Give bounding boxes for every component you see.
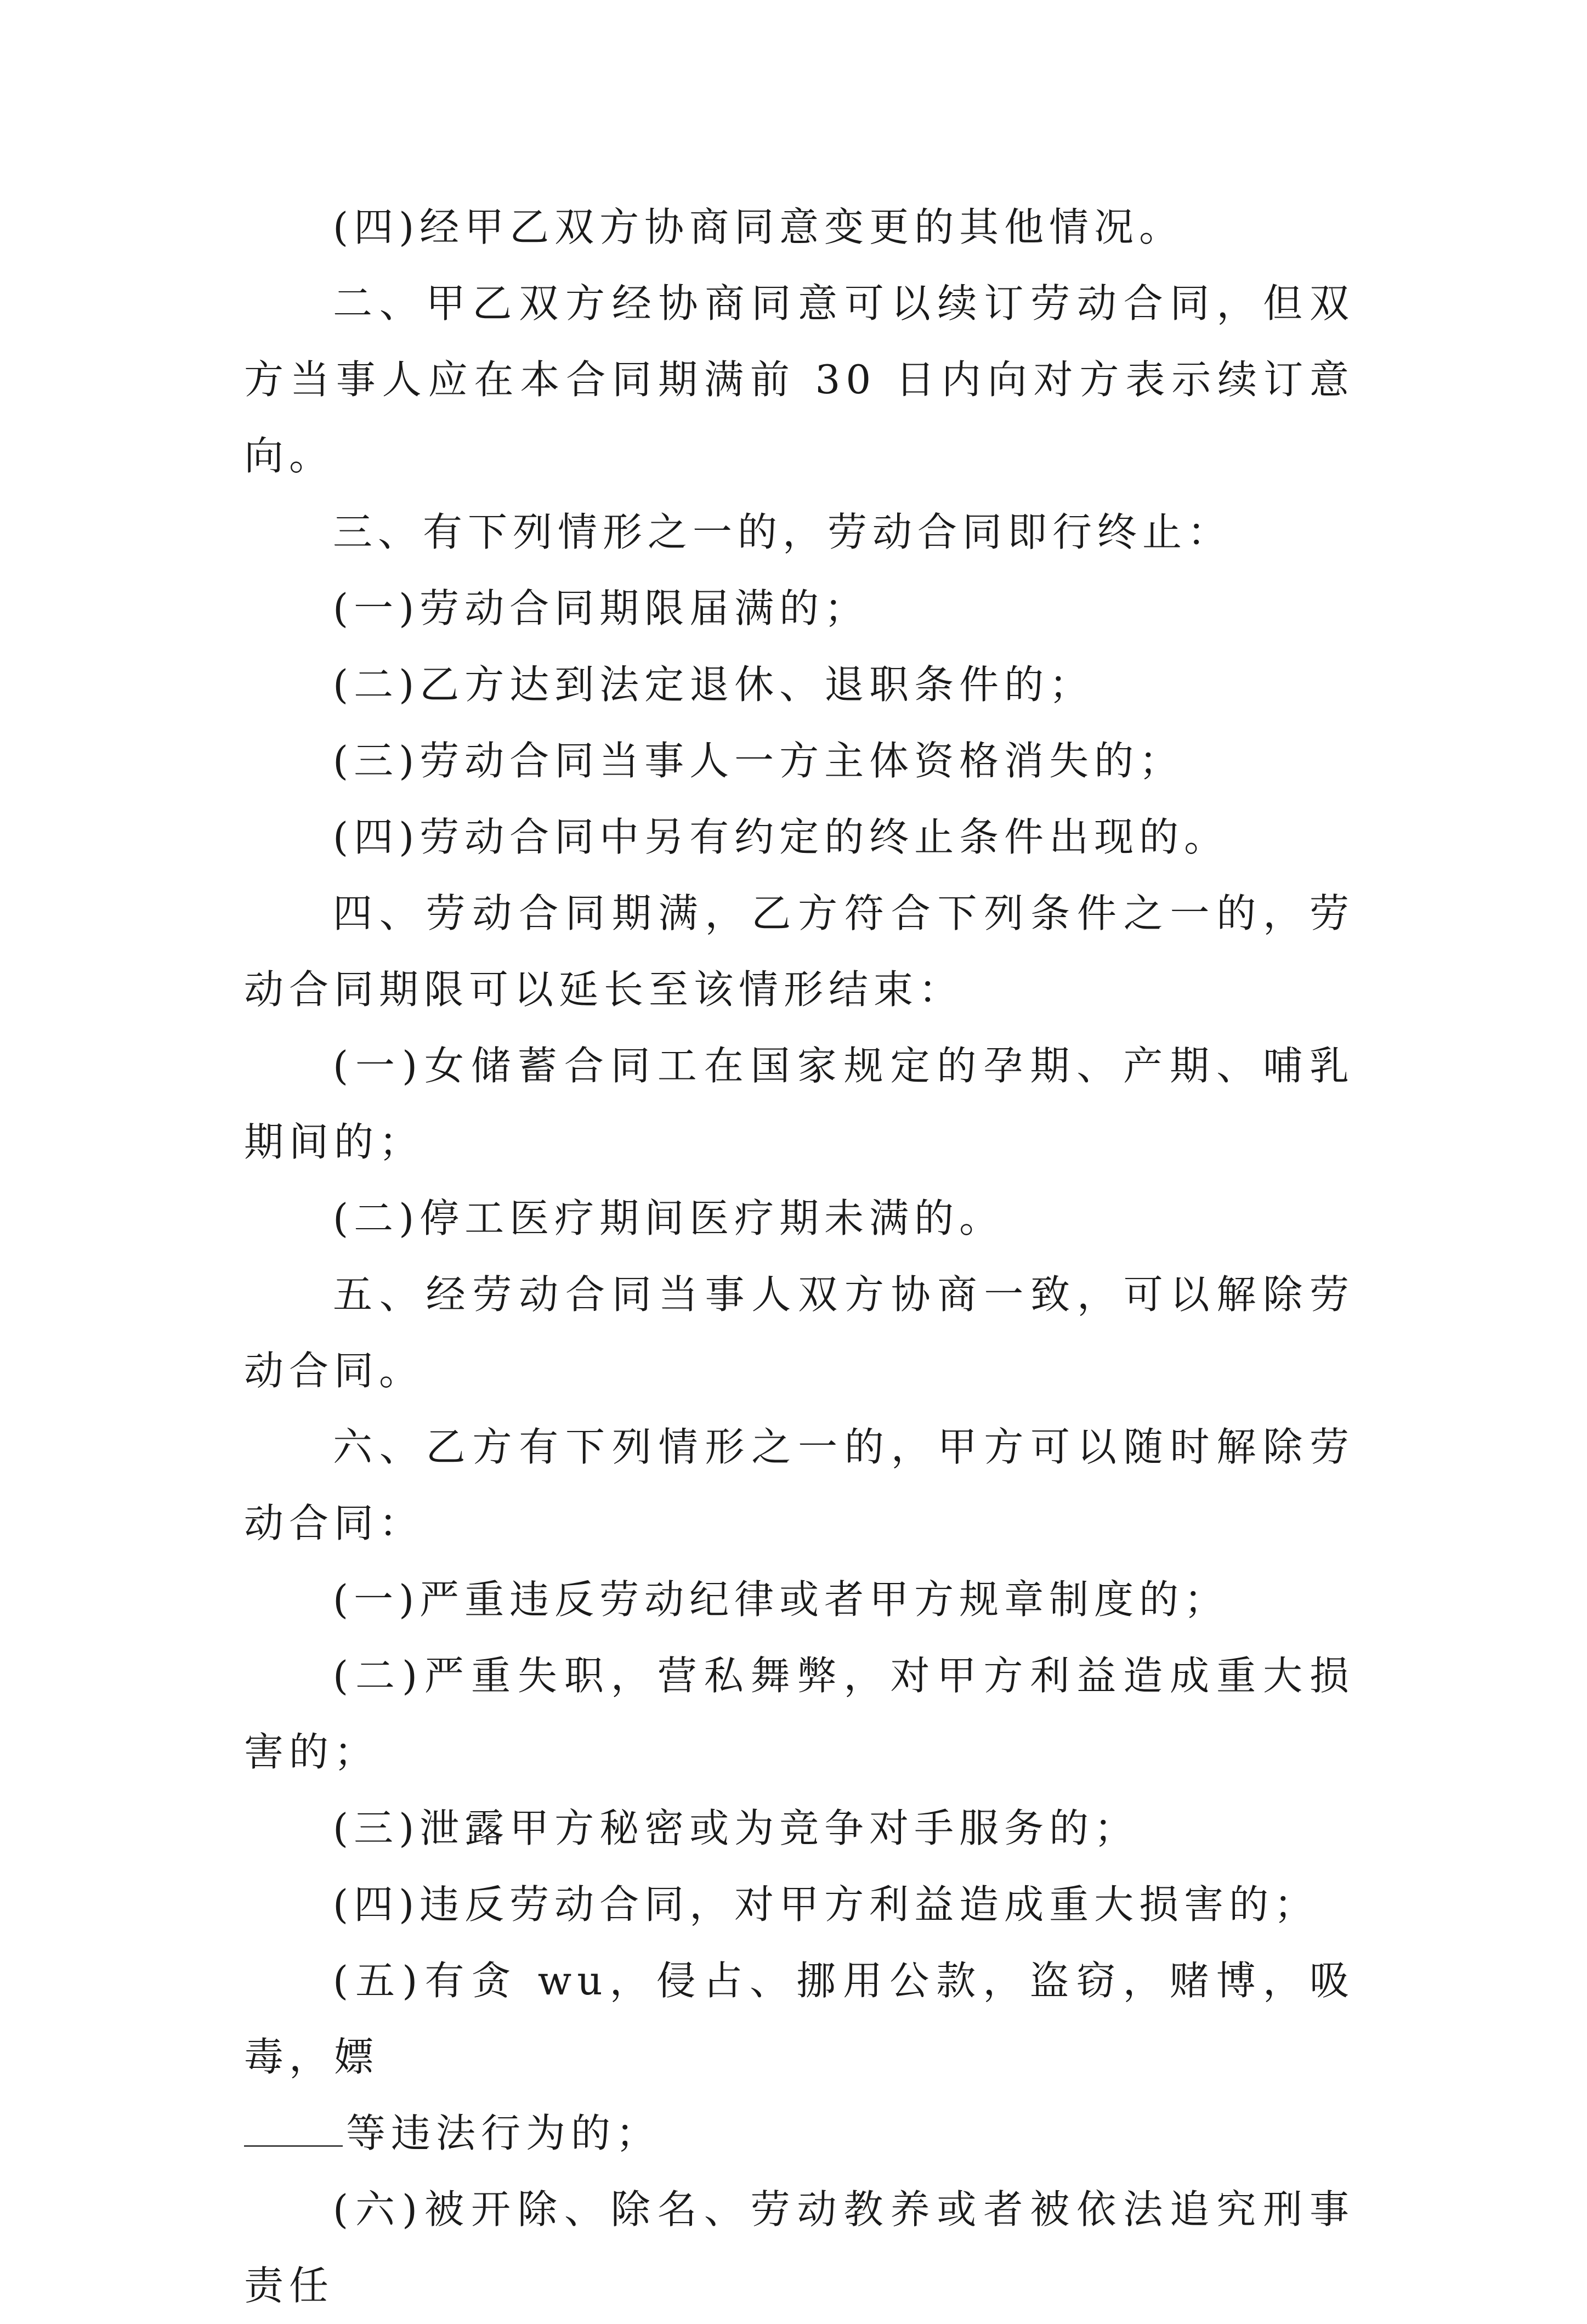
- paragraph: (二)停工医疗期间医疗期未满的。: [333, 1195, 1005, 1241]
- paragraph: 四、劳动合同期满，乙方符合下列条件之一的，劳动合同期限可以延长至该情形结束：: [244, 890, 1354, 1013]
- paragraph: (五)有贪 wu，侵占、挪用公款，盗窃，赌博，吸毒，嫖: [244, 1958, 1354, 2080]
- paragraph: (六)被开除、除名、劳动教养或者被依法追究刑事责任: [244, 2186, 1354, 2309]
- paragraph: (三)泄露甲方秘密或为竞争对手服务的；: [333, 1805, 1140, 1851]
- paragraph-continuation: [244, 2095, 1354, 2172]
- document-body: [244, 189, 1354, 2324]
- paragraph: (三)劳动合同当事人一方主体资格消失的；: [333, 738, 1184, 784]
- paragraph: (四)劳动合同中另有约定的终止条件出现的。: [333, 814, 1229, 860]
- paragraph: 五、经劳动合同当事人双方协商一致，可以解除劳动合同。: [244, 1271, 1354, 1394]
- paragraph: (二)乙方达到法定退休、退职条件的；: [333, 661, 1095, 708]
- paragraph: (一)劳动合同期限届满的；: [333, 585, 870, 631]
- paragraph: (四)违反劳动合同，对甲方利益造成重大损害的；: [333, 1881, 1319, 1927]
- redacted-blank: [244, 2144, 343, 2147]
- paragraph: 二、甲乙双方经协商同意可以续订劳动合同，但双方当事人应在本合同期满前 30 日内向对方表示续订意向。: [244, 280, 1354, 479]
- paragraph: (一)女储蓄合同工在国家规定的孕期、产期、哺乳期间的；: [244, 1043, 1354, 1165]
- paragraph: 六、乙方有下列情形之一的，甲方可以随时解除劳动合同：: [244, 1424, 1354, 1546]
- paragraph: (一)严重违反劳动纪律或者甲方规章制度的；: [333, 1576, 1229, 1622]
- paragraph: 三、有下列情形之一的，劳动合同即行终止：: [333, 509, 1233, 555]
- paragraph: (二)严重失职，营私舞弊，对甲方利益造成重大损害的；: [244, 1653, 1354, 1775]
- paragraph: (四)经甲乙双方协商同意变更的其他情况。: [333, 204, 1184, 250]
- paragraph-text: 等违法行为的；: [346, 2110, 661, 2156]
